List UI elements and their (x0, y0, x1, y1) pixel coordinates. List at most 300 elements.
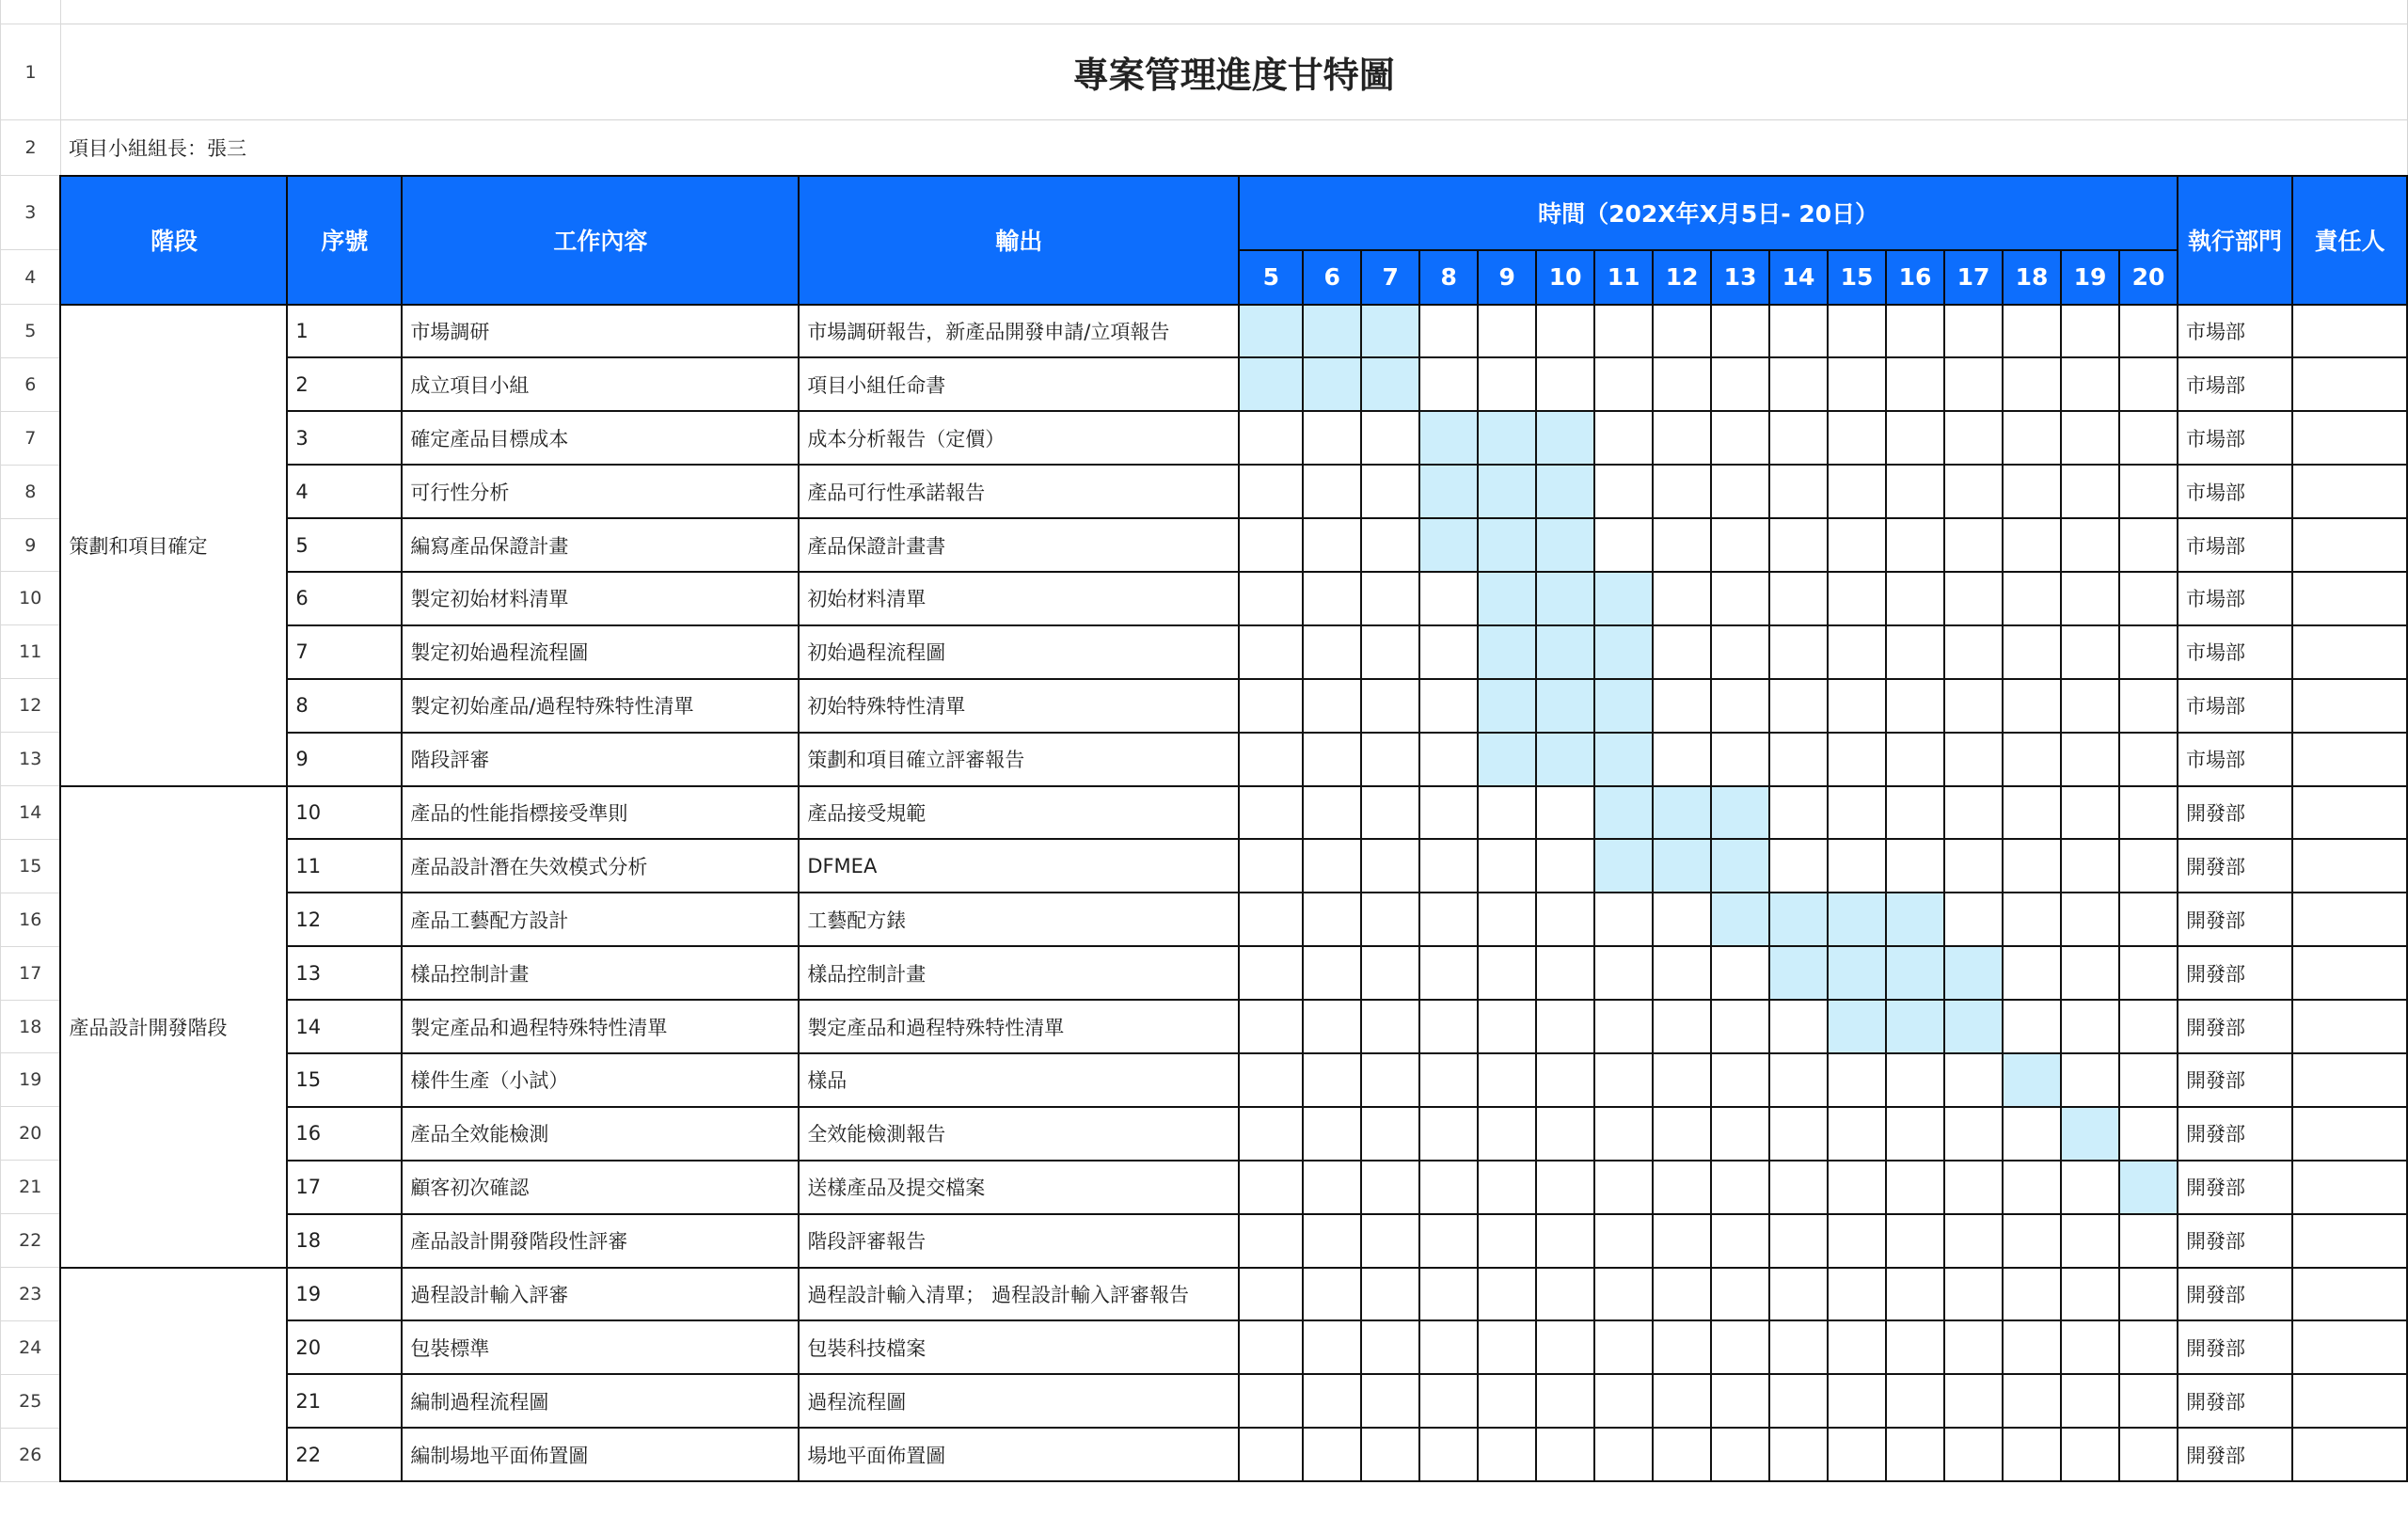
gantt-cell[interactable] (1239, 518, 1303, 572)
dept-cell[interactable]: 市場部 (2178, 305, 2292, 358)
gantt-cell[interactable] (1653, 946, 1711, 1000)
work-cell[interactable]: 包裝標準 (402, 1320, 799, 1374)
output-cell[interactable]: 產品可行性承諾報告 (799, 465, 1239, 518)
gantt-cell[interactable] (2061, 1161, 2119, 1214)
row-header[interactable]: 10 (1, 572, 61, 625)
row-header[interactable]: 6 (1, 357, 61, 411)
row-header[interactable]: 20 (1, 1107, 61, 1161)
gantt-cell[interactable] (1478, 786, 1536, 840)
row-header[interactable]: 3 (1, 176, 61, 250)
dept-cell[interactable]: 開發部 (2178, 1107, 2292, 1161)
owner-cell[interactable] (2292, 679, 2407, 733)
gantt-cell[interactable] (2119, 1053, 2178, 1107)
gantt-cell[interactable] (1239, 625, 1303, 679)
header-output[interactable]: 輸出 (799, 176, 1239, 305)
row-header[interactable]: 9 (1, 518, 61, 572)
gantt-cell[interactable] (1419, 357, 1478, 411)
gantt-cell[interactable] (1419, 305, 1478, 358)
gantt-cell[interactable] (1769, 1214, 1828, 1268)
dept-cell[interactable]: 開發部 (2178, 839, 2292, 893)
work-cell[interactable]: 產品工藝配方設計 (402, 893, 799, 946)
gantt-cell[interactable] (1944, 357, 2003, 411)
work-cell[interactable]: 可行性分析 (402, 465, 799, 518)
gantt-cell[interactable] (1303, 1214, 1361, 1268)
dept-cell[interactable]: 開發部 (2178, 1428, 2292, 1481)
gantt-cell[interactable] (1239, 1000, 1303, 1053)
gantt-bar-cell[interactable] (1769, 946, 1828, 1000)
gantt-cell[interactable] (2119, 679, 2178, 733)
gantt-cell[interactable] (1361, 411, 1419, 465)
row-header[interactable] (1, 0, 61, 24)
gantt-cell[interactable] (2003, 839, 2061, 893)
gantt-cell[interactable] (1828, 1268, 1886, 1321)
gantt-cell[interactable] (1536, 946, 1594, 1000)
gantt-bar-cell[interactable] (1886, 1000, 1944, 1053)
gantt-cell[interactable] (1536, 1107, 1594, 1161)
seq-cell[interactable]: 11 (287, 839, 402, 893)
gantt-cell[interactable] (1944, 786, 2003, 840)
owner-cell[interactable] (2292, 357, 2407, 411)
gantt-cell[interactable] (1419, 893, 1478, 946)
gantt-cell[interactable] (2061, 733, 2119, 786)
gantt-bar-cell[interactable] (2061, 1107, 2119, 1161)
work-cell[interactable]: 製定初始產品/過程特殊特性清單 (402, 679, 799, 733)
work-cell[interactable]: 編寫產品保證計畫 (402, 518, 799, 572)
gantt-cell[interactable] (1303, 465, 1361, 518)
seq-cell[interactable]: 18 (287, 1214, 402, 1268)
dept-cell[interactable]: 開發部 (2178, 1161, 2292, 1214)
gantt-cell[interactable] (2061, 625, 2119, 679)
gantt-cell[interactable] (1828, 625, 1886, 679)
gantt-bar-cell[interactable] (1711, 893, 1769, 946)
gantt-bar-cell[interactable] (1653, 786, 1711, 840)
gantt-cell[interactable] (1478, 1374, 1536, 1428)
output-cell[interactable]: 產品保證計畫書 (799, 518, 1239, 572)
gantt-cell[interactable] (1711, 1320, 1769, 1374)
gantt-cell[interactable] (1828, 518, 1886, 572)
gantt-cell[interactable] (2061, 1214, 2119, 1268)
gantt-cell[interactable] (1828, 1161, 1886, 1214)
gantt-cell[interactable] (1886, 572, 1944, 625)
stage-cell[interactable]: 產品設計開發階段 (60, 786, 287, 1268)
gantt-cell[interactable] (1828, 1374, 1886, 1428)
gantt-cell[interactable] (1239, 572, 1303, 625)
work-cell[interactable]: 製定初始過程流程圖 (402, 625, 799, 679)
gantt-cell[interactable] (1828, 572, 1886, 625)
gantt-cell[interactable] (1478, 1268, 1536, 1321)
gantt-bar-cell[interactable] (1653, 839, 1711, 893)
dept-cell[interactable]: 開發部 (2178, 1214, 2292, 1268)
work-cell[interactable]: 產品全效能檢測 (402, 1107, 799, 1161)
dept-cell[interactable]: 開發部 (2178, 893, 2292, 946)
header-day[interactable]: 14 (1769, 250, 1828, 305)
owner-cell[interactable] (2292, 1374, 2407, 1428)
owner-cell[interactable] (2292, 572, 2407, 625)
seq-cell[interactable]: 1 (287, 305, 402, 358)
gantt-cell[interactable] (1769, 839, 1828, 893)
gantt-cell[interactable] (2119, 1374, 2178, 1428)
output-cell[interactable]: DFMEA (799, 839, 1239, 893)
seq-cell[interactable]: 14 (287, 1000, 402, 1053)
gantt-cell[interactable] (1711, 1053, 1769, 1107)
gantt-cell[interactable] (2119, 1107, 2178, 1161)
gantt-cell[interactable] (1361, 1374, 1419, 1428)
gantt-cell[interactable] (1886, 625, 1944, 679)
gantt-cell[interactable] (1653, 1161, 1711, 1214)
gantt-cell[interactable] (1594, 411, 1653, 465)
dept-cell[interactable]: 市場部 (2178, 465, 2292, 518)
gantt-cell[interactable] (1653, 465, 1711, 518)
stage-cell[interactable]: 策劃和項目確定 (60, 305, 287, 786)
dept-cell[interactable]: 開發部 (2178, 1320, 2292, 1374)
header-day[interactable]: 9 (1478, 250, 1536, 305)
gantt-cell[interactable] (2061, 679, 2119, 733)
gantt-cell[interactable] (1239, 1053, 1303, 1107)
gantt-cell[interactable] (2061, 572, 2119, 625)
gantt-cell[interactable] (1944, 679, 2003, 733)
gantt-cell[interactable] (1239, 1161, 1303, 1214)
gantt-cell[interactable] (1361, 625, 1419, 679)
seq-cell[interactable]: 5 (287, 518, 402, 572)
gantt-cell[interactable] (1944, 733, 2003, 786)
gantt-cell[interactable] (1239, 839, 1303, 893)
sheet-title[interactable]: 專案管理進度甘特圖 (60, 24, 2407, 120)
gantt-cell[interactable] (1886, 1268, 1944, 1321)
gantt-cell[interactable] (1653, 1374, 1711, 1428)
gantt-cell[interactable] (1536, 1268, 1594, 1321)
seq-cell[interactable]: 6 (287, 572, 402, 625)
gantt-bar-cell[interactable] (1478, 625, 1536, 679)
gantt-cell[interactable] (1828, 1053, 1886, 1107)
gantt-bar-cell[interactable] (1828, 893, 1886, 946)
gantt-cell[interactable] (2061, 893, 2119, 946)
gantt-cell[interactable] (1653, 1428, 1711, 1481)
owner-cell[interactable] (2292, 625, 2407, 679)
gantt-bar-cell[interactable] (1594, 839, 1653, 893)
gantt-cell[interactable] (1653, 1000, 1711, 1053)
row-header[interactable]: 13 (1, 733, 61, 786)
gantt-cell[interactable] (1594, 518, 1653, 572)
gantt-cell[interactable] (1303, 411, 1361, 465)
gantt-cell[interactable] (1594, 305, 1653, 358)
gantt-cell[interactable] (1944, 518, 2003, 572)
gantt-cell[interactable] (1361, 786, 1419, 840)
gantt-cell[interactable] (2119, 893, 2178, 946)
gantt-cell[interactable] (1239, 411, 1303, 465)
seq-cell[interactable]: 17 (287, 1161, 402, 1214)
stage-cell[interactable] (60, 1268, 287, 1482)
owner-cell[interactable] (2292, 1268, 2407, 1321)
owner-cell[interactable] (2292, 1053, 2407, 1107)
work-cell[interactable]: 產品的性能指標接受準則 (402, 786, 799, 840)
gantt-cell[interactable] (1303, 839, 1361, 893)
work-cell[interactable]: 編制場地平面佈置圖 (402, 1428, 799, 1481)
gantt-cell[interactable] (2119, 411, 2178, 465)
gantt-cell[interactable] (1361, 1000, 1419, 1053)
gantt-cell[interactable] (1886, 839, 1944, 893)
gantt-bar-cell[interactable] (1536, 733, 1594, 786)
work-cell[interactable]: 確定產品目標成本 (402, 411, 799, 465)
owner-cell[interactable] (2292, 1428, 2407, 1481)
seq-cell[interactable]: 10 (287, 786, 402, 840)
gantt-cell[interactable] (1653, 1053, 1711, 1107)
gantt-cell[interactable] (1886, 1161, 1944, 1214)
dept-cell[interactable]: 開發部 (2178, 946, 2292, 1000)
gantt-cell[interactable] (2061, 946, 2119, 1000)
gantt-cell[interactable] (1361, 733, 1419, 786)
gantt-cell[interactable] (1419, 786, 1478, 840)
gantt-cell[interactable] (1944, 411, 2003, 465)
seq-cell[interactable]: 21 (287, 1374, 402, 1428)
gantt-cell[interactable] (1478, 1053, 1536, 1107)
owner-cell[interactable] (2292, 518, 2407, 572)
gantt-cell[interactable] (1711, 305, 1769, 358)
gantt-cell[interactable] (2003, 357, 2061, 411)
header-time[interactable]: 時間（202X年X月5日- 20日） (1239, 176, 2178, 250)
gantt-cell[interactable] (1653, 1214, 1711, 1268)
gantt-cell[interactable] (1711, 465, 1769, 518)
output-cell[interactable]: 初始特殊特性清單 (799, 679, 1239, 733)
header-day[interactable]: 7 (1361, 250, 1419, 305)
header-day[interactable]: 17 (1944, 250, 2003, 305)
gantt-cell[interactable] (1419, 625, 1478, 679)
gantt-cell[interactable] (1711, 518, 1769, 572)
gantt-cell[interactable] (1944, 1214, 2003, 1268)
row-header[interactable]: 8 (1, 465, 61, 518)
gantt-cell[interactable] (1478, 357, 1536, 411)
gantt-cell[interactable] (1711, 679, 1769, 733)
gantt-cell[interactable] (2119, 1214, 2178, 1268)
gantt-cell[interactable] (2119, 518, 2178, 572)
gantt-cell[interactable] (1478, 893, 1536, 946)
gantt-cell[interactable] (1944, 305, 2003, 358)
gantt-cell[interactable] (1594, 1107, 1653, 1161)
gantt-cell[interactable] (1886, 357, 1944, 411)
gantt-bar-cell[interactable] (1303, 305, 1361, 358)
gantt-bar-cell[interactable] (1478, 465, 1536, 518)
gantt-cell[interactable] (1239, 1320, 1303, 1374)
gantt-cell[interactable] (1828, 733, 1886, 786)
gantt-cell[interactable] (1536, 1053, 1594, 1107)
gantt-cell[interactable] (2119, 625, 2178, 679)
gantt-cell[interactable] (1886, 1320, 1944, 1374)
gantt-cell[interactable] (1239, 786, 1303, 840)
gantt-cell[interactable] (2003, 1161, 2061, 1214)
gantt-cell[interactable] (1944, 465, 2003, 518)
work-cell[interactable]: 市場調研 (402, 305, 799, 358)
gantt-cell[interactable] (1419, 1107, 1478, 1161)
gantt-cell[interactable] (1653, 572, 1711, 625)
gantt-cell[interactable] (1536, 1374, 1594, 1428)
gantt-bar-cell[interactable] (1711, 786, 1769, 840)
gantt-cell[interactable] (2003, 465, 2061, 518)
gantt-cell[interactable] (2119, 357, 2178, 411)
gantt-cell[interactable] (2061, 1428, 2119, 1481)
output-cell[interactable]: 項目小組任命書 (799, 357, 1239, 411)
gantt-bar-cell[interactable] (1594, 786, 1653, 840)
gantt-cell[interactable] (1594, 1320, 1653, 1374)
gantt-cell[interactable] (1303, 733, 1361, 786)
gantt-cell[interactable] (1944, 1374, 2003, 1428)
row-header[interactable]: 26 (1, 1428, 61, 1481)
gantt-cell[interactable] (1536, 1320, 1594, 1374)
gantt-cell[interactable] (1478, 1161, 1536, 1214)
header-seq[interactable]: 序號 (287, 176, 402, 305)
row-header[interactable]: 7 (1, 411, 61, 465)
gantt-cell[interactable] (1239, 946, 1303, 1000)
gantt-cell[interactable] (1594, 1268, 1653, 1321)
output-cell[interactable]: 過程設計輸入清單； 過程設計輸入評審報告 (799, 1268, 1239, 1321)
gantt-cell[interactable] (2003, 679, 2061, 733)
dept-cell[interactable]: 市場部 (2178, 679, 2292, 733)
gantt-cell[interactable] (1828, 679, 1886, 733)
gantt-cell[interactable] (1419, 679, 1478, 733)
owner-cell[interactable] (2292, 465, 2407, 518)
gantt-cell[interactable] (1239, 893, 1303, 946)
dept-cell[interactable]: 市場部 (2178, 357, 2292, 411)
gantt-cell[interactable] (1536, 1161, 1594, 1214)
gantt-cell[interactable] (1478, 1428, 1536, 1481)
gantt-cell[interactable] (1653, 1107, 1711, 1161)
gantt-cell[interactable] (1711, 1428, 1769, 1481)
gantt-cell[interactable] (1303, 1320, 1361, 1374)
header-day[interactable]: 12 (1653, 250, 1711, 305)
gantt-cell[interactable] (1594, 1428, 1653, 1481)
gantt-cell[interactable] (1361, 893, 1419, 946)
gantt-cell[interactable] (1769, 786, 1828, 840)
gantt-bar-cell[interactable] (1594, 625, 1653, 679)
gantt-cell[interactable] (1711, 1268, 1769, 1321)
gantt-cell[interactable] (1303, 786, 1361, 840)
gantt-cell[interactable] (1361, 1214, 1419, 1268)
output-cell[interactable]: 場地平面佈置圖 (799, 1428, 1239, 1481)
gantt-cell[interactable] (1361, 518, 1419, 572)
gantt-cell[interactable] (1886, 1428, 1944, 1481)
gantt-cell[interactable] (1886, 1053, 1944, 1107)
dept-cell[interactable]: 市場部 (2178, 518, 2292, 572)
gantt-cell[interactable] (1594, 1161, 1653, 1214)
gantt-cell[interactable] (2061, 305, 2119, 358)
gantt-cell[interactable] (1944, 893, 2003, 946)
row-header[interactable]: 18 (1, 1000, 61, 1053)
gantt-cell[interactable] (1303, 1428, 1361, 1481)
header-day[interactable]: 5 (1239, 250, 1303, 305)
gantt-cell[interactable] (1419, 1000, 1478, 1053)
owner-cell[interactable] (2292, 733, 2407, 786)
row-header[interactable]: 15 (1, 839, 61, 893)
gantt-cell[interactable] (1303, 893, 1361, 946)
gantt-cell[interactable] (1536, 357, 1594, 411)
gantt-bar-cell[interactable] (1536, 465, 1594, 518)
work-cell[interactable]: 產品設計開發階段性評審 (402, 1214, 799, 1268)
gantt-cell[interactable] (2119, 1268, 2178, 1321)
gantt-cell[interactable] (1944, 1161, 2003, 1214)
work-cell[interactable]: 產品設計潛在失效模式分析 (402, 839, 799, 893)
gantt-bar-cell[interactable] (1769, 893, 1828, 946)
gantt-cell[interactable] (1711, 1374, 1769, 1428)
gantt-bar-cell[interactable] (1944, 1000, 2003, 1053)
output-cell[interactable]: 製定產品和過程特殊特性清單 (799, 1000, 1239, 1053)
gantt-bar-cell[interactable] (1478, 733, 1536, 786)
gantt-cell[interactable] (1769, 572, 1828, 625)
gantt-bar-cell[interactable] (1536, 411, 1594, 465)
gantt-cell[interactable] (1828, 357, 1886, 411)
gantt-cell[interactable] (1769, 1053, 1828, 1107)
gantt-cell[interactable] (2061, 411, 2119, 465)
gantt-cell[interactable] (1361, 679, 1419, 733)
gantt-cell[interactable] (1419, 1374, 1478, 1428)
gantt-cell[interactable] (1711, 411, 1769, 465)
header-owner[interactable]: 責任人 (2292, 176, 2407, 305)
row-header[interactable]: 2 (1, 120, 61, 176)
row-header[interactable]: 12 (1, 679, 61, 733)
gantt-cell[interactable] (1769, 733, 1828, 786)
seq-cell[interactable]: 7 (287, 625, 402, 679)
gantt-cell[interactable] (2061, 786, 2119, 840)
gantt-cell[interactable] (1478, 1107, 1536, 1161)
gantt-cell[interactable] (2119, 1428, 2178, 1481)
owner-cell[interactable] (2292, 305, 2407, 358)
gantt-cell[interactable] (1769, 465, 1828, 518)
gantt-cell[interactable] (1594, 465, 1653, 518)
row-header[interactable]: 16 (1, 893, 61, 946)
gantt-cell[interactable] (1419, 1320, 1478, 1374)
owner-cell[interactable] (2292, 1214, 2407, 1268)
header-dept[interactable]: 執行部門 (2178, 176, 2292, 305)
gantt-cell[interactable] (1303, 1053, 1361, 1107)
header-day[interactable]: 16 (1886, 250, 1944, 305)
gantt-cell[interactable] (1419, 733, 1478, 786)
gantt-cell[interactable] (1944, 1320, 2003, 1374)
gantt-cell[interactable] (1419, 1053, 1478, 1107)
header-day[interactable]: 11 (1594, 250, 1653, 305)
seq-cell[interactable]: 4 (287, 465, 402, 518)
work-cell[interactable]: 階段評審 (402, 733, 799, 786)
gantt-bar-cell[interactable] (1419, 411, 1478, 465)
gantt-cell[interactable] (1239, 679, 1303, 733)
gantt-cell[interactable] (2003, 305, 2061, 358)
gantt-bar-cell[interactable] (1944, 946, 2003, 1000)
gantt-cell[interactable] (1769, 357, 1828, 411)
gantt-cell[interactable] (1303, 572, 1361, 625)
gantt-cell[interactable] (1478, 305, 1536, 358)
gantt-cell[interactable] (1536, 1214, 1594, 1268)
gantt-bar-cell[interactable] (1478, 518, 1536, 572)
owner-cell[interactable] (2292, 1000, 2407, 1053)
gantt-cell[interactable] (1886, 1374, 1944, 1428)
seq-cell[interactable]: 15 (287, 1053, 402, 1107)
gantt-cell[interactable] (1769, 518, 1828, 572)
gantt-cell[interactable] (1653, 1268, 1711, 1321)
gantt-cell[interactable] (1419, 1161, 1478, 1214)
gantt-cell[interactable] (1886, 1214, 1944, 1268)
seq-cell[interactable]: 2 (287, 357, 402, 411)
gantt-cell[interactable] (1769, 1107, 1828, 1161)
header-work[interactable]: 工作內容 (402, 176, 799, 305)
gantt-cell[interactable] (2003, 518, 2061, 572)
gantt-cell[interactable] (1653, 1320, 1711, 1374)
gantt-cell[interactable] (1828, 839, 1886, 893)
gantt-cell[interactable] (1239, 733, 1303, 786)
row-header[interactable]: 17 (1, 946, 61, 1000)
gantt-bar-cell[interactable] (1239, 357, 1303, 411)
header-day[interactable]: 20 (2119, 250, 2178, 305)
output-cell[interactable]: 工藝配方錶 (799, 893, 1239, 946)
gantt-cell[interactable] (1361, 1268, 1419, 1321)
owner-cell[interactable] (2292, 1320, 2407, 1374)
gantt-cell[interactable] (2003, 625, 2061, 679)
owner-cell[interactable] (2292, 411, 2407, 465)
